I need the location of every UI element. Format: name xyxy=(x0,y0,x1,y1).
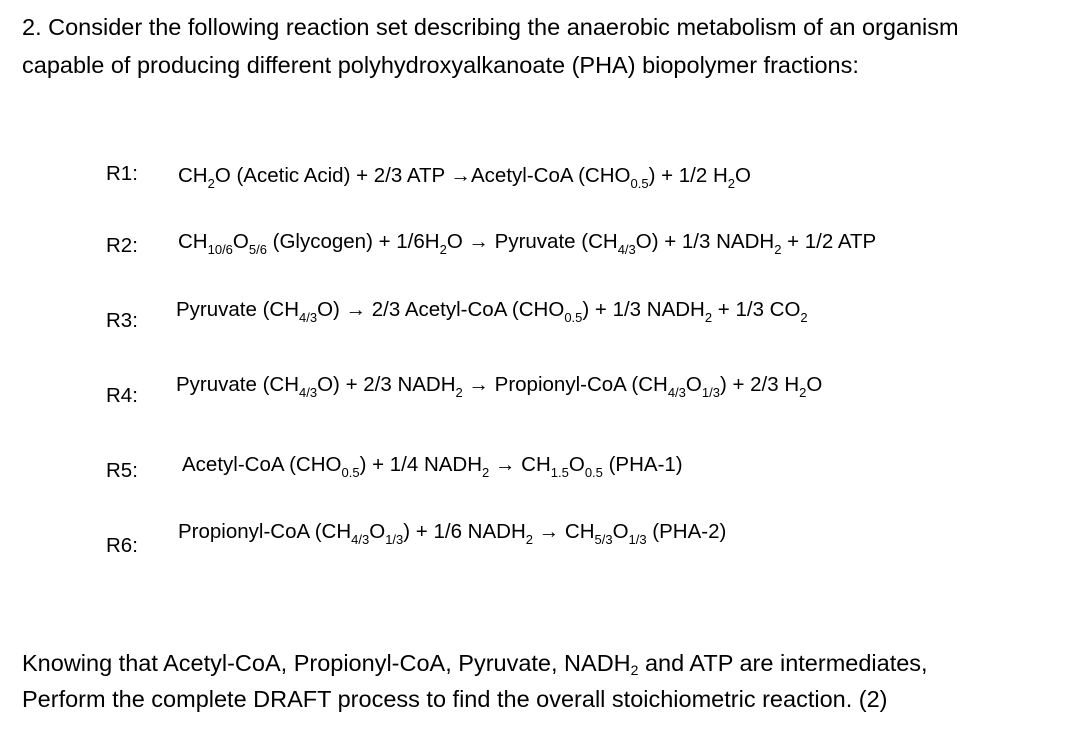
reaction-r4: Pyruvate $(CH_{4/3}O) + 2/3$ $NADH_2$ → Propionyl-CoA $(CH_{4/3}O_{1/3}) + 2/3$ $H_2O$ xyxy=(176,373,823,400)
reaction-label-r2: R2: xyxy=(106,234,138,257)
reaction-r2: $CH_{10/6}O_{5/6}$ (Glycogen) + $1/6H_2O$ → Pyruvate $(CH_{4/3}O) + 1/3$ $NADH_2 + 1/2$ ATP xyxy=(178,230,877,257)
reaction-r5: Acetyl-CoA $(CHO_{0.5}) + 1/4$ $NADH_2 \to CH_{1.5}O_{0.5}$ (PHA-1) xyxy=(182,453,683,480)
reaction-label-r1: R1: xyxy=(106,162,138,185)
instruction-line-2: Perform the complete DRAFT process to find the overall stoichiometric reaction. (2) xyxy=(22,686,888,712)
reaction-label-r4: R4: xyxy=(106,384,138,407)
reaction-label-r5: R5: xyxy=(106,459,138,482)
reaction-r1: $CH_2O$ (Acetic Acid) + 2/3 ATP →Acetyl-CoA $(CHO_{0.5}) + 1/2$ $H_2O$ xyxy=(178,164,751,191)
reaction-r6: Propionyl-CoA $(CH_{4/3}O_{1/3}) + 1/6$ $NADH_2 \to CH_{5/3}O_{1/3}$ (PHA-2) xyxy=(178,520,727,547)
reaction-r3: Pyruvate $(CH_{4/3}O) \to 2/3$ Acetyl-CoA $(CHO_{0.5}) + 1/3$ $NADH_2 + 1/3$ $CO_2$ xyxy=(176,298,808,325)
instruction-line-1: Knowing that Acetyl-CoA, Propionyl-CoA, Pyruvate, $NADH_2$ and ATP are intermediates, xyxy=(22,650,928,678)
question-line-2: capable of producing different polyhydroxyalkanoate (PHA) biopolymer fractions: xyxy=(22,52,859,78)
reaction-label-r3: R3: xyxy=(106,309,138,332)
question-instructions xyxy=(22,645,1067,717)
question-line-1: 2. Consider the following reaction set describing the anaerobic metabolism of an organism xyxy=(22,14,959,40)
reaction-label-r6: R6: xyxy=(106,534,138,557)
